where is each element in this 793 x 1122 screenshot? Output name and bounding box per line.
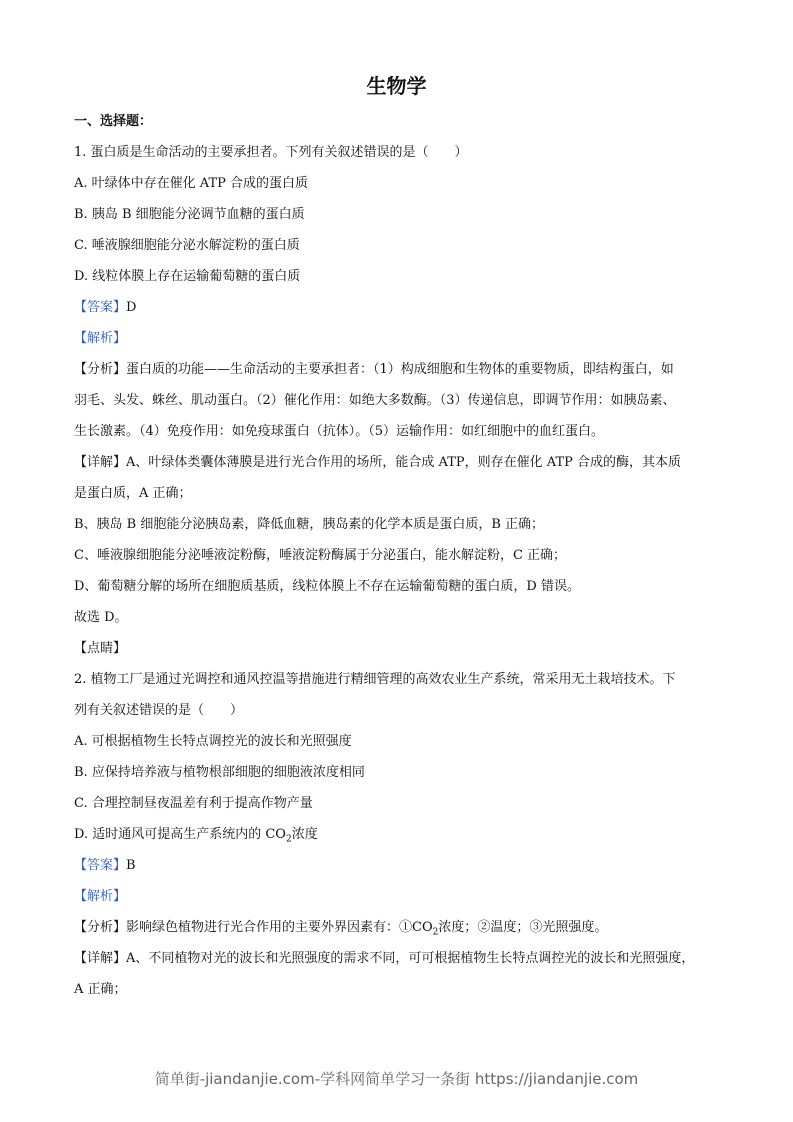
question-1-dianjing: 【点睛】 [74, 641, 127, 656]
question-1-fenxi-line-2: 羽毛、头发、蛛丝、肌动蛋白。（2）催化作用：如绝大多数酶。（3）传递信息，即调节作用：如胰岛素、 [74, 393, 676, 408]
answer-tag: 【答案】 [74, 300, 127, 315]
option-d-text: D. 适时通风可提高生产系统内的 CO [74, 827, 286, 842]
question-1-option-d: D. 线粒体膜上存在运输葡萄糖的蛋白质 [74, 269, 301, 284]
option-d-subscript: 2 [285, 834, 292, 845]
question-2-option-a: A. 可根据植物生长特点调控光的波长和光照强度 [74, 734, 352, 749]
question-1-option-c: C. 唾液腺细胞能分泌水解淀粉的蛋白质 [74, 238, 300, 253]
question-2-option-c: C. 合理控制昼夜温差有利于提高作物产量 [74, 796, 313, 811]
analysis-tag: 【解析】 [74, 331, 127, 346]
question-2-stem-line-2: 列有关叙述错误的是（ ） [74, 703, 244, 718]
answer-value: D [126, 300, 137, 315]
analysis-tag: 【解析】 [74, 889, 127, 904]
fenxi-subscript: 2 [432, 927, 439, 938]
question-1-analysis-heading [74, 323, 722, 354]
question-1-xiangjie-line-1 [74, 447, 722, 478]
question-2-xiangjie-line-2: A 正确； [74, 982, 127, 997]
question-1-xiangjie-line-5: D、葡萄糖分解的场所在细胞质基质，线粒体膜上不存在运输葡萄糖的蛋白质，D 错误。 [74, 579, 580, 594]
question-2-answer [74, 850, 722, 881]
question-1-xiangjie-line-2: 是蛋白质，A 正确； [74, 486, 192, 501]
answer-value: B [126, 858, 136, 873]
question-2-xiangjie-line-1 [74, 943, 722, 974]
fenxi-tag: 【分析】 [74, 362, 127, 377]
question-1-option-a: A. 叶绿体中存在催化 ATP 合成的蛋白质 [74, 176, 309, 191]
fenxi-text: 蛋白质的功能——生命活动的主要承担者：（1）构成细胞和生物体的重要物质，即结构蛋白，如 [126, 362, 674, 377]
option-d-suffix: 浓度 [291, 827, 318, 842]
question-1-fenxi-line-1 [74, 354, 722, 385]
question-2-fenxi [74, 912, 722, 943]
question-1-fenxi-line-3: 生长激素。（4）免疫作用：如免疫球蛋白（抗体）。（5）运输作用：如红细胞中的血红蛋白。 [74, 424, 605, 439]
xiangjie-text: A、叶绿体类囊体薄膜是进行光合作用的场所，能合成 ATP，则存在催化 ATP 合成的酶，其本质 [126, 455, 681, 470]
question-1-answer [74, 292, 722, 323]
question-1-xiangjie-line-3: B、胰岛 B 细胞能分泌胰岛素，降低血糖，胰岛素的化学本质是蛋白质，B 正确； [74, 517, 545, 532]
question-2-option-d [74, 819, 722, 850]
question-1-stem: 1. 蛋白质是生命活动的主要承担者。下列有关叙述错误的是（ ） [74, 145, 468, 160]
document-body [74, 106, 722, 1005]
question-2-option-b: B. 应保持培养液与植物根部细胞的细胞液浓度相同 [74, 765, 365, 780]
xiangjie-tag: 【详解】 [74, 951, 127, 966]
fenxi-suffix: 浓度；②温度；③光照强度。 [438, 920, 608, 935]
question-2-stem-line-1: 2. 植物工厂是通过光调控和通风控温等措施进行精细管理的高效农业生产系统，常采用无土栽培技术。下 [74, 672, 676, 687]
page-title: 生物学 [366, 74, 427, 98]
xiangjie-tag: 【详解】 [74, 455, 127, 470]
page-footer: 简单街-jiandanjie.com-学科网简单学习一条街 https://jiandanjie.com [154, 1070, 639, 1088]
answer-tag: 【答案】 [74, 858, 127, 873]
question-2-analysis-heading [74, 881, 722, 912]
section-heading: 一、选择题： [74, 114, 153, 129]
question-1-option-b: B. 胰岛 B 细胞能分泌调节血糖的蛋白质 [74, 207, 305, 222]
fenxi-tag: 【分析】 [74, 920, 127, 935]
question-1-xiangjie-line-6: 故选 D。 [74, 610, 128, 625]
xiangjie-text: A、不同植物对光的波长和光照强度的需求不同，可可根据植物生长特点调控光的波长和光照强度， [126, 951, 695, 966]
question-1-xiangjie-line-4: C、唾液腺细胞能分泌唾液淀粉酶，唾液淀粉酶属于分泌蛋白，能水解淀粉，C 正确； [74, 548, 567, 563]
fenxi-text: 影响绿色植物进行光合作用的主要外界因素有：①CO [126, 920, 433, 935]
